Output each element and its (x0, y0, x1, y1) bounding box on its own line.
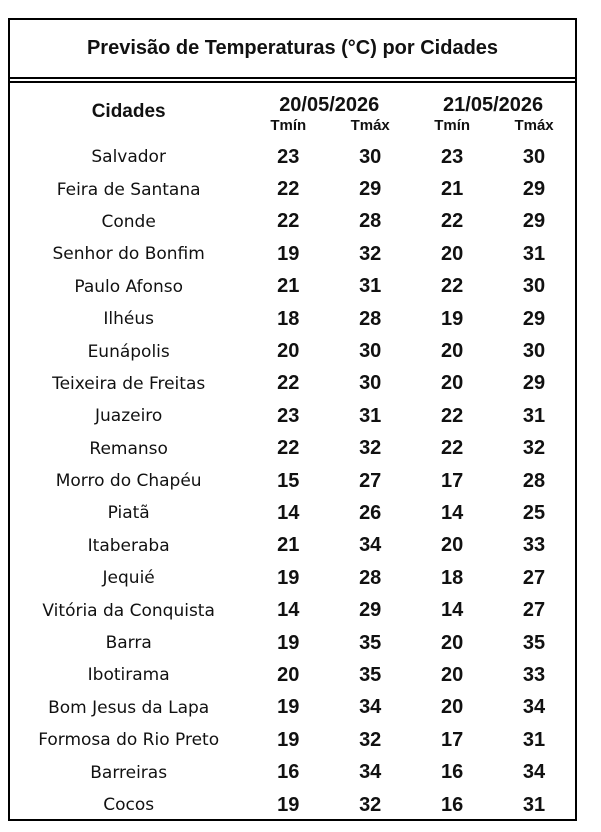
table-row (10, 303, 575, 335)
tmin-day1: 19 (277, 631, 300, 654)
tmax-day2: 30 (522, 340, 546, 363)
tmax-day1: 26 (359, 501, 382, 524)
tmax-day2: 34 (522, 696, 546, 719)
table-row (10, 173, 575, 205)
tmax-day1: 27 (359, 469, 382, 492)
tmax-day1: 34 (359, 761, 382, 784)
header-date-1: 20/05/2026 (279, 94, 380, 116)
table-row (10, 724, 575, 756)
tmin-day2: 20 (440, 663, 464, 686)
tmin-day1: 18 (277, 307, 300, 330)
tmin-day1: 14 (277, 501, 300, 524)
tmax-day1: 30 (359, 145, 382, 168)
city-name: Jequié (102, 568, 155, 589)
tmax-day2: 30 (522, 145, 546, 168)
tmax-day1: 29 (359, 599, 382, 622)
city-name: Ibotirama (87, 665, 170, 686)
tmax-day2: 31 (522, 242, 546, 265)
tmax-day1: 31 (359, 404, 382, 427)
table-row (10, 368, 575, 400)
tmin-day2: 14 (440, 501, 464, 524)
header-cidades: Cidades (91, 101, 166, 122)
tmin-day1: 19 (277, 242, 300, 265)
table-title: Previsão de Temperaturas (°C) por Cidades (86, 37, 499, 59)
table-row (10, 400, 575, 432)
table-row (10, 594, 575, 626)
tmin-day1: 19 (277, 566, 300, 589)
header-tmin-1: Tmín (270, 117, 307, 134)
table-row (10, 497, 575, 529)
city-name: Itaberaba (87, 535, 170, 556)
tmin-day2: 17 (440, 469, 464, 492)
table-row (10, 789, 575, 821)
table-row (10, 530, 575, 562)
tmin-day1: 23 (277, 145, 300, 168)
tmin-day2: 22 (440, 404, 464, 427)
tmin-day1: 19 (277, 696, 300, 719)
forecast-table-frame (8, 18, 577, 821)
city-name: Juazeiro (95, 406, 163, 427)
tmin-day2: 20 (440, 340, 464, 363)
table-row (10, 141, 575, 173)
tmin-day2: 19 (440, 307, 464, 330)
tmin-day1: 19 (277, 728, 300, 751)
tmin-day2: 20 (440, 696, 464, 719)
city-name: Cocos (103, 795, 155, 815)
table-row (10, 465, 575, 497)
tmax-day2: 33 (522, 534, 546, 557)
tmax-day1: 34 (359, 696, 382, 719)
tmax-day1: 31 (359, 275, 382, 298)
tmin-day2: 16 (440, 761, 464, 784)
city-name: Formosa do Rio Preto (38, 730, 220, 751)
table-row (10, 271, 575, 303)
tmax-day2: 32 (522, 437, 546, 460)
tmin-day2: 18 (440, 566, 464, 589)
city-name: Barra (105, 633, 152, 654)
tmin-day2: 21 (440, 178, 464, 201)
tmax-day1: 28 (359, 566, 382, 589)
tmin-day2: 17 (440, 728, 464, 751)
tmin-day1: 22 (277, 437, 300, 460)
city-name: Ilhéus (103, 309, 154, 330)
tmax-day2: 35 (522, 631, 546, 654)
tmin-day2: 22 (440, 437, 464, 460)
city-name: Paulo Afonso (74, 276, 183, 297)
tmax-day1: 29 (359, 178, 382, 201)
tmin-day1: 21 (277, 534, 300, 557)
tmin-day2: 22 (440, 210, 464, 233)
tmax-day2: 29 (522, 210, 546, 233)
city-name: Teixeira de Freitas (52, 373, 206, 394)
city-name: Senhor do Bonfim (52, 244, 205, 265)
tmax-day2: 29 (522, 178, 546, 201)
table-row (10, 206, 575, 238)
city-name: Barreiras (90, 762, 168, 783)
tmin-day1: 15 (277, 469, 300, 492)
tmax-day1: 32 (359, 242, 382, 265)
city-name: Morro do Chapéu (55, 471, 202, 492)
tmax-day1: 34 (359, 534, 382, 557)
tmax-day1: 28 (359, 307, 382, 330)
tmax-day2: 27 (522, 566, 546, 589)
tmax-day2: 34 (522, 761, 546, 784)
tmin-day2: 20 (440, 534, 464, 557)
tmin-day2: 16 (440, 793, 464, 816)
tmax-day2: 31 (522, 728, 546, 751)
header-date-2: 21/05/2026 (443, 94, 544, 116)
tmax-day2: 29 (522, 372, 546, 395)
tmin-day1: 20 (277, 340, 300, 363)
tmin-day2: 22 (440, 275, 464, 298)
city-name: Piatã (107, 503, 150, 524)
tmax-day1: 30 (359, 340, 382, 363)
tmin-day1: 19 (277, 793, 300, 816)
table-row (10, 238, 575, 270)
city-name: Vitória da Conquista (42, 600, 215, 621)
tmin-day1: 22 (277, 210, 300, 233)
table-row (10, 756, 575, 788)
city-name: Salvador (91, 147, 166, 168)
city-name: Conde (101, 211, 156, 232)
tmin-day1: 22 (277, 372, 300, 395)
tmax-day1: 30 (359, 372, 382, 395)
header-tmin-2: Tmín (434, 117, 471, 134)
tmin-day2: 23 (440, 145, 464, 168)
tmax-day2: 31 (522, 404, 546, 427)
tmax-day2: 25 (522, 501, 546, 524)
tmax-day1: 35 (359, 663, 382, 686)
tmax-day1: 35 (359, 631, 382, 654)
tmax-day1: 32 (359, 437, 382, 460)
tmin-day2: 20 (440, 242, 464, 265)
table-row (10, 562, 575, 594)
header-tmax-1: Tmáx (350, 117, 390, 134)
city-name: Bom Jesus da Lapa (48, 697, 210, 718)
city-name: Eunápolis (87, 341, 170, 362)
tmax-day2: 27 (522, 599, 546, 622)
tmin-day1: 16 (277, 761, 300, 784)
tmin-day1: 14 (277, 599, 300, 622)
table-row (10, 433, 575, 465)
tmax-day1: 32 (359, 728, 382, 751)
tmin-day2: 20 (440, 372, 464, 395)
tmax-day1: 32 (359, 793, 382, 816)
table-row (10, 659, 575, 691)
tmax-day2: 33 (522, 663, 546, 686)
tmax-day2: 30 (522, 275, 546, 298)
tmin-day1: 20 (277, 663, 300, 686)
tmax-day1: 28 (359, 210, 382, 233)
forecast-table (10, 83, 575, 821)
header-tmax-2: Tmáx (514, 117, 554, 134)
tmax-day2: 31 (522, 793, 546, 816)
tmin-day1: 23 (277, 404, 300, 427)
table-row (10, 335, 575, 367)
tmin-day2: 14 (440, 599, 464, 622)
table-row (10, 627, 575, 659)
tmin-day1: 22 (277, 178, 300, 201)
city-name: Remanso (89, 438, 168, 459)
city-name: Feira de Santana (56, 179, 201, 200)
tmax-day2: 28 (522, 469, 546, 492)
tmax-day2: 29 (522, 307, 546, 330)
table-row (10, 692, 575, 724)
tmin-day2: 20 (440, 631, 464, 654)
tmin-day1: 21 (277, 275, 300, 298)
